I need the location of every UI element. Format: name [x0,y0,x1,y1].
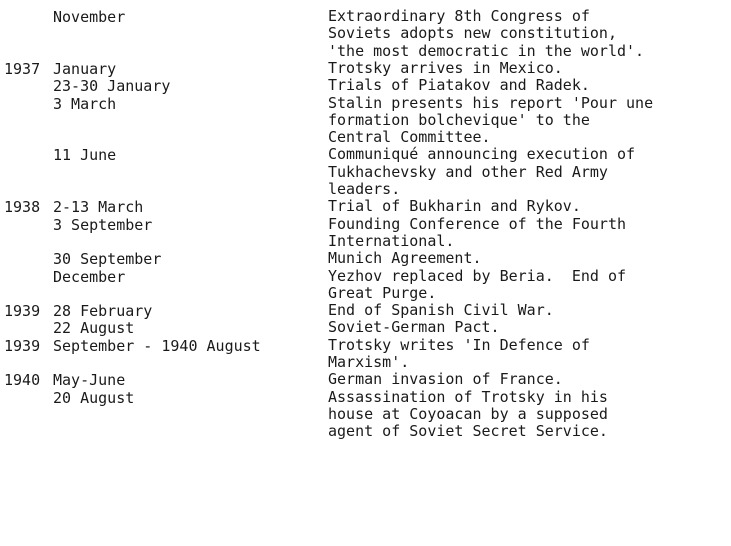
entry-event [328,60,728,77]
entry-year: 1937 [4,59,41,78]
entry-date: November [53,8,126,26]
entry-date: May-June [53,371,126,390]
entry-date: 30 September [53,250,162,269]
entry-date: 3 March [53,94,117,113]
event-line: Trotsky writes 'In Defence of [328,335,590,354]
event-line: Communiqué announcing execution of [328,145,636,164]
event-line: Trials of Piatakov and Radek. [328,76,590,95]
event-line: Extraordinary 8th Congress of [328,7,590,25]
entry-year: 1939 [4,302,41,321]
entry-year: 1938 [4,198,41,217]
event-line: Munich Agreement. [328,249,482,268]
entry-date: 28 February [53,302,153,321]
event-line: leaders. [328,179,401,198]
event-line: End of Spanish Civil War. [328,301,554,320]
event-line: formation bolchevique' to the [328,110,590,129]
entry-event [328,198,728,215]
event-line: Trial of Bukharin and Rykov. [328,197,581,216]
entry-date: 22 August [53,319,135,338]
entry-event [328,250,728,267]
entry-event [328,371,728,388]
entry-date: 3 September [53,215,153,234]
event-line: house at Coyoacan by a supposed [328,404,608,423]
event-line: Soviets adopts new constitution, [328,24,617,43]
entry-event [328,389,728,441]
event-line: Trotsky arrives in Mexico. [328,58,563,77]
entry-event [328,268,728,303]
entry-event [328,302,728,319]
entry-date: 2-13 March [53,198,144,217]
event-line: agent of Soviet Secret Service. [328,422,608,441]
entry-date: 23-30 January [53,77,171,96]
entry-date: September - 1940 August [53,336,261,355]
event-line: International. [328,231,455,250]
entry-event [328,216,728,251]
entry-event [328,319,728,336]
entry-event [328,77,728,94]
event-line: Stalin presents his report 'Pour une [328,93,654,112]
event-line: Founding Conference of the Fourth [328,214,627,233]
event-line: Yezhov replaced by Beria. End of [328,266,627,285]
event-line: German invasion of France. [328,370,563,389]
entry-event [328,8,728,60]
entry-year: 1939 [4,336,41,355]
entry-date: January [53,59,117,78]
entry-event [328,95,728,147]
entry-date: December [53,267,126,286]
event-line: Assassination of Trotsky in his [328,387,608,406]
entry-event [328,146,728,198]
event-line: Great Purge. [328,283,437,302]
event-line: Marxism'. [328,352,410,371]
entry-date: 20 August [53,388,135,407]
entry-event [328,337,728,372]
event-line: Tukhachevsky and other Red Army [328,162,608,181]
event-line: Soviet-German Pact. [328,318,500,337]
event-line: 'the most democratic in the world'. [328,41,645,60]
entry-year: 1940 [4,371,41,390]
entry-date: 11 June [53,146,117,165]
event-line: Central Committee. [328,128,491,147]
